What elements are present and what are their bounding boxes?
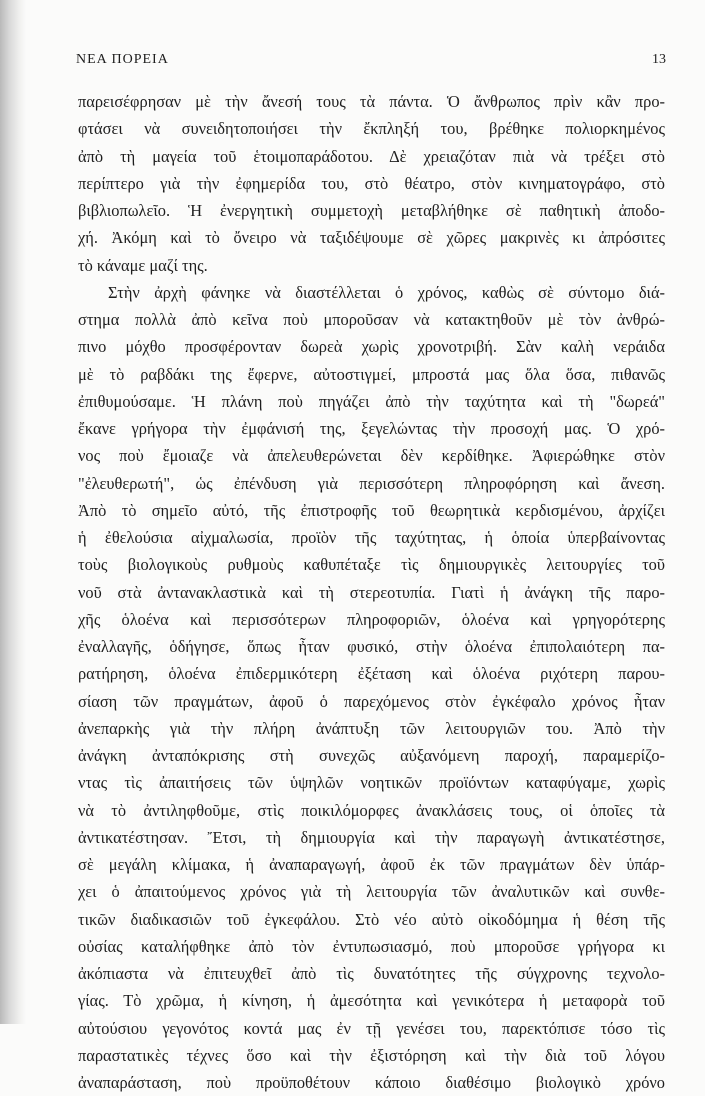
text-line: φτάσει νὰ συνειδητοποιήσει τὴν ἔκπληξή του, βρέθηκε πολιορκημένος <box>78 119 665 139</box>
text-line: νος ποὺ ἔμοιαζε νὰ ἀπελευθερώνεται δὲν κερδίθηκε. Ἀφιερώθηκε στὸν <box>78 446 665 466</box>
text-line: βιβλιοπωλεῖο. Ἡ ἐνεργητικὴ συμμετοχὴ μεταβλήθηκε σὲ παθητικὴ ἀποδο- <box>78 201 665 220</box>
text-line: ἀπὸ τὴ μαγεία τοῦ ἑτοιμοπαράδοτου. Δὲ χρειαζόταν πιὰ νὰ τρέξει στὸ <box>78 146 665 166</box>
book-binding-shadow <box>0 0 26 1024</box>
text-line: στημα πολλὰ ἀπὸ κεῖνα ποὺ μποροῦσαν νὰ κατακτηθοῦν μὲ τὸν ἀνθρώ- <box>78 310 665 329</box>
paragraph <box>78 88 665 279</box>
text-line: οὐσίας καταλήφθηκε ἀπὸ τὸν ἐντυπωσιασμό, ποὺ μποροῦσε γρήγορα κι <box>78 936 665 956</box>
body-text <box>78 88 665 1096</box>
text-line: ἐναλλαγῆς, ὁδήγησε, ὅπως ἦταν φυσικό, στὴν ὁλοένα ἐπιπολαιότερη πα- <box>78 637 665 656</box>
text-line: χει ὁ ἀπαιτούμενος χρόνος γιὰ τὴ λειτουργία τῶν ἀναλυτικῶν καὶ συνθε- <box>78 882 665 902</box>
text-line: Ἀπὸ τὸ σημεῖο αὐτό, τῆς ἐπιστροφῆς τοῦ θεωρητικὰ κερδισμένου, ἀρχίζει <box>78 500 665 520</box>
text-line: μὲ τὸ ραβδάκι της ἔφερνε, αὐτοστιγμεί, μπροστά μας ὅλα ὅσα, πιθανῶς <box>78 364 665 384</box>
text-line: αὐτούσιου γεγονότος κοντά μας ἐν τῇ γενέσει του, παρεκτόπισε τόσο τὶς <box>78 1018 665 1038</box>
page-header <box>76 52 666 72</box>
text-line: νοῦ στὰ ἀντανακλαστικὰ καὶ τὴ στερεοτυπία. Γιατὶ ἡ ἀνάγκη τῆς παρο- <box>78 582 665 602</box>
text-line: σὲ μεγάλη κλίμακα, ἡ ἀναπαραγωγή, ἀφοῦ ἐκ τῶν πραγμάτων δὲν ὑπάρ- <box>78 855 665 874</box>
text-line: ἀναπαράσταση, ποὺ προϋποθέτουν κάποιο διαθέσιμο βιολογικὸ χρόνο <box>78 1073 665 1092</box>
text-line: ἐπιθυμούσαμε. Ἡ πλάνη ποὺ πηγάζει ἀπὸ τὴν ταχύτητα καὶ τὴ "δωρεά" <box>78 391 665 411</box>
text-line: Στὴν ἀρχὴ φάνηκε νὰ διαστέλλεται ὁ χρόνος, καθὼς σὲ σύντομο διά- <box>108 282 665 302</box>
text-line: γίας. Τὸ χρῶμα, ἡ κίνηση, ἡ ἀμεσότητα καὶ γενικότερα ἡ μεταφορὰ τοῦ <box>78 991 665 1011</box>
text-line: τὸ κάναμε μαζί της. <box>78 255 208 275</box>
text-line: πινο μόχθο προσφέρονταν δωρεὰ χωρὶς χρονοτριβή. Σὰν καλὴ νεράιδα <box>78 337 665 357</box>
text-line: ἀκόπιαστα νὰ ἐπιτευχθεῖ ἀπὸ τὶς δυνατότητες τῆς σύγχρονης τεχνολο- <box>78 964 665 983</box>
text-line: τικῶν διαδικασιῶν τοῦ ἐγκεφάλου. Στὸ νέο αὐτὸ οἰκοδόμημα ἡ θέση τῆς <box>78 909 665 929</box>
paragraph <box>78 279 665 1096</box>
text-line: σίαση τῶν πραγμάτων, ἀφοῦ ὁ παρεχόμενος στὸν ἐγκέφαλο χρόνος ἦταν <box>78 691 665 711</box>
text-line: ντας τὶς ἀπαιτήσεις τῶν ὑψηλῶν νοητικῶν προϊόντων καταφύγαμε, χωρὶς <box>78 773 665 793</box>
running-title: ΝΕΑ ΠΟΡΕΙΑ <box>76 52 169 67</box>
text-line: χή. Ἀκόμη καὶ τὸ ὄνειρο νὰ ταξιδέψουμε σὲ χῶρες μακρινὲς κι ἀπρόσιτες <box>78 228 665 248</box>
text-line: ἀντικατέστησαν. Ἔτσι, τὴ δημιουργία καὶ τὴν παραγωγὴ ἀντικατέστησε, <box>78 827 665 847</box>
text-line: χῆς ὁλοένα καὶ περισσότερων πληροφοριῶν, ὁλοένα καὶ γρηγορότερης <box>78 609 665 629</box>
text-line: περίπτερο γιὰ τὴν ἐφημερίδα του, στὸ θέατρο, στὸν κινηματογράφο, στὸ <box>78 173 665 193</box>
text-line: ἔκανε γρήγορα τὴν ἐμφάνισή της, ξεγελώντας τὴν προσοχή μας. Ὁ χρό- <box>78 419 665 438</box>
text-line: ἀνεπαρκὴς γιὰ τὴν πλήρη ἀνάπτυξη τῶν λειτουργιῶν του. Ἀπὸ τὴν <box>78 718 665 738</box>
text-line: παραστατικὲς τέχνες ὅσο καὶ τὴν ἐξιστόρηση καὶ τὴν διὰ τοῦ λόγου <box>78 1045 665 1065</box>
text-line: ἀνάγκη ἀνταπόκρισης στὴ συνεχῶς αὐξανόμενη παροχή, παραμερίζο- <box>78 746 665 765</box>
text-line: ἡ ἐθελούσια αἰχμαλωσία, προϊὸν τῆς ταχύτητας, ἡ ὁποία ὑπερβαίνοντας <box>78 528 665 547</box>
text-line: ρατήρηση, ὁλοένα ἐπιδερμικότερη ἐξέταση καὶ ὁλοένα ριχότερη παρου- <box>78 664 665 684</box>
text-line: τοὺς βιολογικοὺς ρυθμοὺς καθυπέταξε τὶς δημιουργικὲς λειτουργίες τοῦ <box>78 555 665 575</box>
text-line: "ἐλευθερωτή", ὡς ἐπένδυση γιὰ περισσότερη πληροφόρηση καὶ ἄνεση. <box>78 473 665 493</box>
text-line: παρεισέφρησαν μὲ τὴν ἄνεσή τους τὰ πάντα. Ὁ ἄνθρωπος πρὶν κἂν προ- <box>78 92 665 111</box>
page-number: 13 <box>652 52 666 67</box>
text-line: νὰ τὸ ἀντιληφθοῦμε, στὶς ποικιλόμορφες ἀνακλάσεις τους, οἱ ὁποῖες τὰ <box>78 800 665 820</box>
